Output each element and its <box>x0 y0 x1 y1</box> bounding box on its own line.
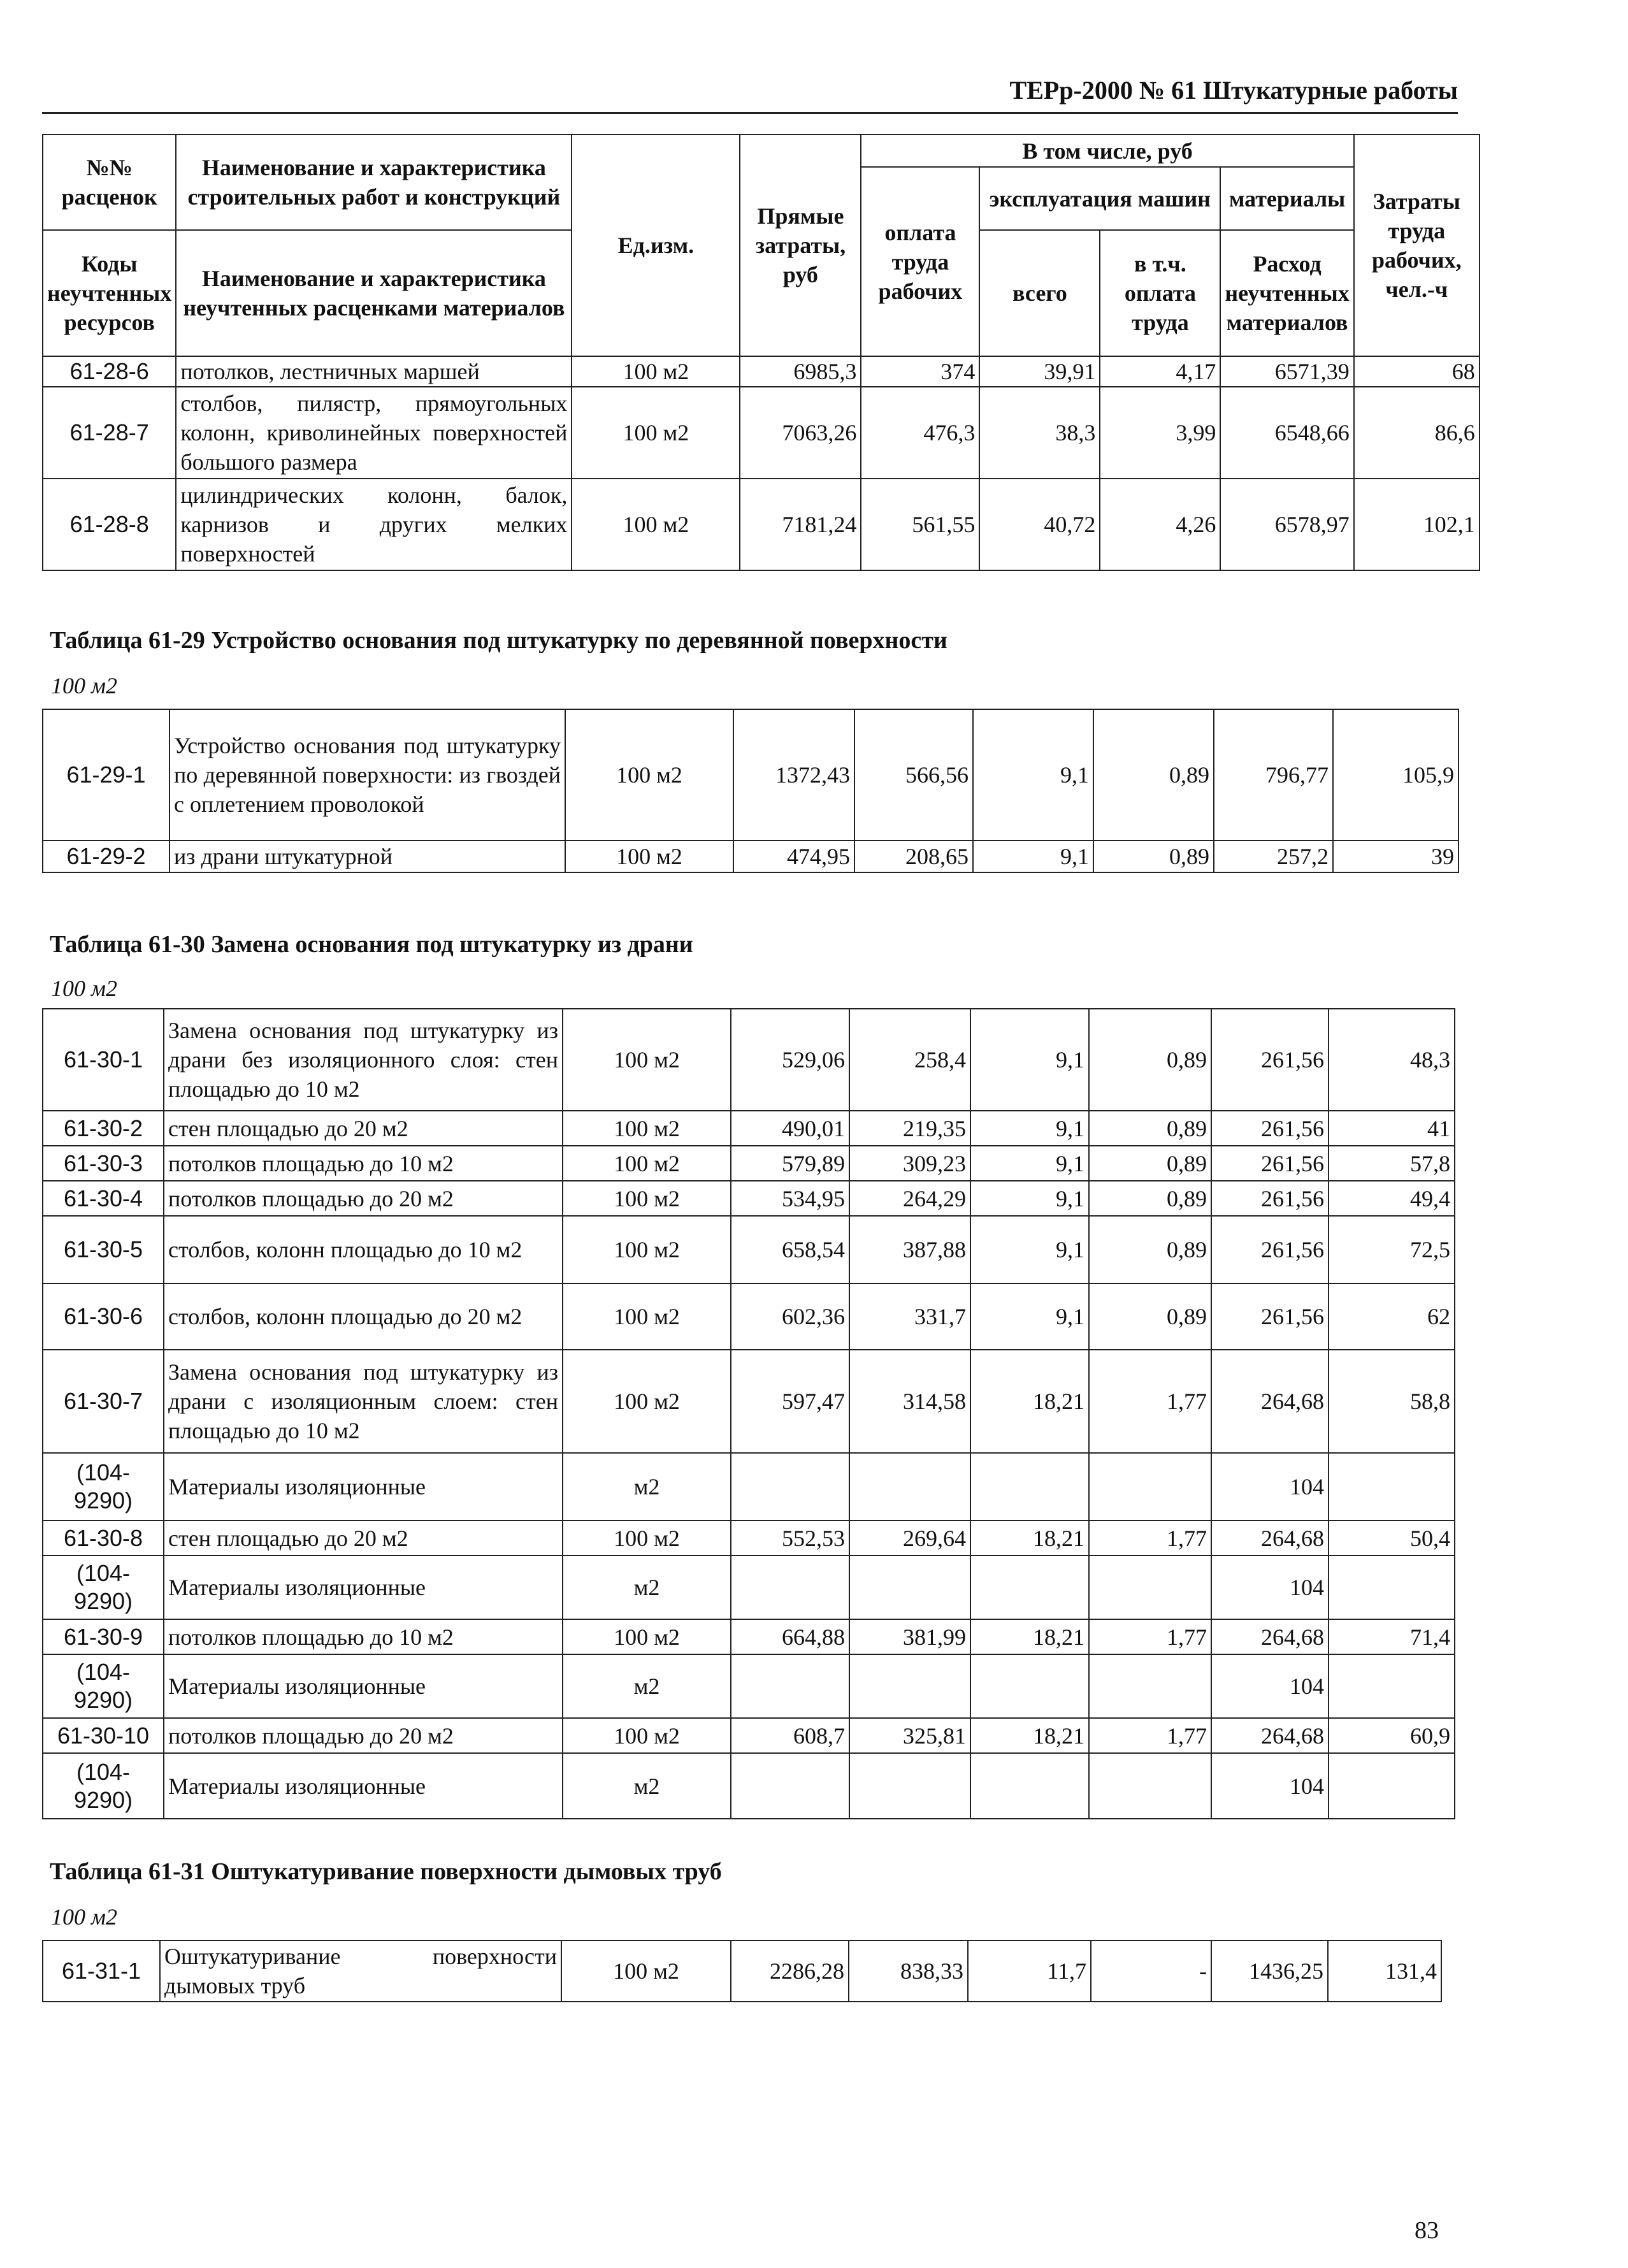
materials: 261,56 <box>1211 1009 1329 1111</box>
unit: 100 м2 <box>565 709 733 841</box>
direct-costs: 658,54 <box>731 1216 849 1283</box>
unit: м2 <box>563 1654 731 1718</box>
work-name: столбов, колонн площадью до 10 м2 <box>164 1216 563 1283</box>
work-name: цилиндрических колонн, балок, карнизов и других мелких поверхностей <box>176 479 572 570</box>
header-code: №№ расценок <box>43 134 176 230</box>
materials: 6578,97 <box>1220 479 1353 570</box>
machines-total: 11,7 <box>968 1940 1091 2002</box>
materials: 104 <box>1211 1556 1329 1619</box>
machines-total: 9,1 <box>973 841 1093 872</box>
direct-costs: 529,06 <box>731 1009 849 1111</box>
table-61-29-unit: 100 м2 <box>51 673 117 698</box>
wage: 208,65 <box>854 841 973 872</box>
machines-wage: - <box>1091 1940 1211 2002</box>
machines-total <box>970 1753 1089 1819</box>
direct-costs: 7181,24 <box>740 479 861 570</box>
labor: 49,4 <box>1329 1181 1455 1216</box>
wage: 309,23 <box>849 1146 970 1181</box>
table-61-30-unit: 100 м2 <box>51 976 117 1001</box>
labor: 131,4 <box>1328 1940 1441 2002</box>
rate-code: 61-30-10 <box>43 1718 164 1753</box>
unit: 100 м2 <box>563 1181 731 1216</box>
header-materials-unaccounted: Расход неучтенных материалов <box>1220 230 1353 356</box>
table-61-30-caption: Таблица 61-30 Замена основания под штукатурку из драни <box>50 931 693 958</box>
unit: 100 м2 <box>563 1146 731 1181</box>
table-row <box>43 1283 1455 1350</box>
wage: 331,7 <box>849 1283 970 1350</box>
rates-table-61-29 <box>42 709 1459 873</box>
material-name: Материалы изоляционные <box>164 1556 563 1619</box>
direct-costs <box>731 1654 849 1718</box>
labor <box>1329 1753 1455 1819</box>
header-name-materials: Наименование и характеристика неучтенных расценками материалов <box>176 230 572 356</box>
machines-wage <box>1089 1453 1211 1520</box>
unit: 100 м2 <box>565 841 733 872</box>
table-row <box>43 1940 1441 2002</box>
unit: 100 м2 <box>561 1940 731 2002</box>
unit: м2 <box>563 1453 731 1520</box>
header-machines-wage: в т.ч. оплата труда <box>1100 230 1220 356</box>
work-name: потолков, лестничных маршей <box>176 356 572 387</box>
header-name: Наименование и характеристика строительных работ и конструкций <box>176 134 572 230</box>
work-name: столбов, колонн площадью до 20 м2 <box>164 1283 563 1350</box>
wage: 258,4 <box>849 1009 970 1111</box>
rate-code: 61-29-1 <box>43 709 169 841</box>
machines-wage: 0,89 <box>1089 1216 1211 1283</box>
labor: 62 <box>1329 1283 1455 1350</box>
unit: 100 м2 <box>563 1619 731 1654</box>
table-row <box>43 1146 1455 1181</box>
direct-costs: 6985,3 <box>740 356 861 387</box>
unit: 100 м2 <box>572 387 740 479</box>
labor: 102,1 <box>1354 479 1480 570</box>
resource-code: (104-9290) <box>43 1654 164 1718</box>
direct-costs: 579,89 <box>731 1146 849 1181</box>
materials: 261,56 <box>1211 1146 1329 1181</box>
wage <box>849 1654 970 1718</box>
direct-costs: 597,47 <box>731 1350 849 1453</box>
rate-code: 61-30-5 <box>43 1216 164 1283</box>
direct-costs: 534,95 <box>731 1181 849 1216</box>
wage: 381,99 <box>849 1619 970 1654</box>
machines-wage: 0,89 <box>1089 1009 1211 1111</box>
machines-total: 18,21 <box>970 1520 1089 1556</box>
wage: 838,33 <box>849 1940 968 2002</box>
wage: 387,88 <box>849 1216 970 1283</box>
header-machines-total: всего <box>979 230 1100 356</box>
machines-wage <box>1089 1753 1211 1819</box>
rate-code: 61-28-7 <box>43 387 176 479</box>
table-row <box>43 1111 1455 1146</box>
table-row <box>43 1181 1455 1216</box>
materials: 257,2 <box>1214 841 1333 872</box>
direct-costs: 664,88 <box>731 1619 849 1654</box>
labor: 105,9 <box>1333 709 1459 841</box>
unit: 100 м2 <box>563 1283 731 1350</box>
materials: 264,68 <box>1211 1520 1329 1556</box>
labor <box>1329 1453 1455 1520</box>
wage <box>849 1556 970 1619</box>
machines-total: 18,21 <box>970 1350 1089 1453</box>
labor: 68 <box>1354 356 1480 387</box>
unit: 100 м2 <box>563 1111 731 1146</box>
labor <box>1329 1654 1455 1718</box>
resource-code: (104-9290) <box>43 1556 164 1619</box>
unit: 100 м2 <box>563 1009 731 1111</box>
labor: 71,4 <box>1329 1619 1455 1654</box>
materials: 1436,25 <box>1211 1940 1328 2002</box>
direct-costs: 7063,26 <box>740 387 861 479</box>
direct-costs: 1372,43 <box>733 709 854 841</box>
materials: 261,56 <box>1211 1111 1329 1146</box>
table-row <box>43 1350 1455 1453</box>
table-61-31-caption: Таблица 61-31 Оштукатуривание поверхности дымовых труб <box>50 1858 722 1885</box>
unit: м2 <box>563 1753 731 1819</box>
work-name: потолков площадью до 10 м2 <box>164 1619 563 1654</box>
table-row <box>43 1216 1455 1283</box>
materials: 264,68 <box>1211 1718 1329 1753</box>
machines-total: 9,1 <box>970 1146 1089 1181</box>
machines-total: 40,72 <box>979 479 1100 570</box>
machines-total: 9,1 <box>970 1181 1089 1216</box>
machines-wage <box>1089 1654 1211 1718</box>
work-name: стен площадью до 20 м2 <box>164 1520 563 1556</box>
direct-costs: 490,01 <box>731 1111 849 1146</box>
header-machines: эксплуатация машин <box>979 167 1220 230</box>
machines-wage: 3,99 <box>1100 387 1220 479</box>
machines-total: 18,21 <box>970 1619 1089 1654</box>
wage <box>849 1753 970 1819</box>
materials: 261,56 <box>1211 1283 1329 1350</box>
machines-wage <box>1089 1556 1211 1619</box>
rate-code: 61-30-1 <box>43 1009 164 1111</box>
header-code-resources: Коды неучтенных ресурсов <box>43 230 176 356</box>
wage: 314,58 <box>849 1350 970 1453</box>
material-name: Материалы изоляционные <box>164 1753 563 1819</box>
labor: 57,8 <box>1329 1146 1455 1181</box>
table-row <box>43 1453 1455 1520</box>
header-direct-costs: Прямые затраты, руб <box>740 134 861 356</box>
machines-total <box>970 1453 1089 1520</box>
table-row <box>43 1718 1455 1753</box>
work-name: потолков площадью до 10 м2 <box>164 1146 563 1181</box>
running-header: ТЕРр-2000 № 61 Штукатурные работы <box>1009 76 1458 105</box>
machines-wage: 0,89 <box>1089 1181 1211 1216</box>
unit: 100 м2 <box>563 1718 731 1753</box>
header-materials: материалы <box>1220 167 1353 230</box>
wage: 325,81 <box>849 1718 970 1753</box>
machines-total: 39,91 <box>979 356 1100 387</box>
machines-total: 9,1 <box>973 709 1093 841</box>
wage: 264,29 <box>849 1181 970 1216</box>
materials: 264,68 <box>1211 1619 1329 1654</box>
work-name: Устройство основания под штукатурку по деревянной поверхности: из гвоздей с оплетением проволокой <box>169 709 565 841</box>
machines-wage: 0,89 <box>1089 1283 1211 1350</box>
material-name: Материалы изоляционные <box>164 1654 563 1718</box>
direct-costs: 474,95 <box>733 841 854 872</box>
header-unit: Ед.изм. <box>572 134 740 356</box>
unit: 100 м2 <box>563 1216 731 1283</box>
materials: 6571,39 <box>1220 356 1353 387</box>
rate-code: 61-30-3 <box>43 1146 164 1181</box>
direct-costs <box>731 1453 849 1520</box>
labor: 58,8 <box>1329 1350 1455 1453</box>
table-row <box>43 841 1459 872</box>
table-header <box>43 134 1480 356</box>
materials: 264,68 <box>1211 1350 1329 1453</box>
table-row <box>43 709 1459 841</box>
wage: 219,35 <box>849 1111 970 1146</box>
labor: 39 <box>1333 841 1459 872</box>
materials: 104 <box>1211 1453 1329 1520</box>
table-61-28-body <box>43 356 1480 570</box>
machines-total: 9,1 <box>970 1283 1089 1350</box>
machines-wage: 0,89 <box>1093 841 1214 872</box>
rates-table-61-30 <box>42 1008 1455 1819</box>
table-row <box>43 1520 1455 1556</box>
unit: 100 м2 <box>572 479 740 570</box>
wage: 566,56 <box>854 709 973 841</box>
wage <box>849 1453 970 1520</box>
table-row <box>43 1556 1455 1619</box>
machines-wage: 0,89 <box>1089 1146 1211 1181</box>
machines-total <box>970 1556 1089 1619</box>
rate-code: 61-28-6 <box>43 356 176 387</box>
table-row <box>43 1753 1455 1819</box>
labor: 41 <box>1329 1111 1455 1146</box>
direct-costs <box>731 1556 849 1619</box>
work-name: из драни штукатурной <box>169 841 565 872</box>
rate-code: 61-30-8 <box>43 1520 164 1556</box>
direct-costs: 602,36 <box>731 1283 849 1350</box>
machines-total: 38,3 <box>979 387 1100 479</box>
rates-table-61-28 <box>42 134 1480 571</box>
wage: 476,3 <box>861 387 979 479</box>
table-row <box>43 479 1480 570</box>
rate-code: 61-30-6 <box>43 1283 164 1350</box>
materials: 261,56 <box>1211 1181 1329 1216</box>
table-row <box>43 1009 1455 1111</box>
resource-code: (104-9290) <box>43 1753 164 1819</box>
header-rule <box>42 112 1458 114</box>
machines-wage: 1,77 <box>1089 1718 1211 1753</box>
labor <box>1329 1556 1455 1619</box>
direct-costs: 552,53 <box>731 1520 849 1556</box>
header-including: В том числе, руб <box>861 134 1353 167</box>
work-name: потолков площадью до 20 м2 <box>164 1718 563 1753</box>
work-name: столбов, пилястр, прямоугольных колонн, криволинейных поверхностей большого размера <box>176 387 572 479</box>
rate-code: 61-30-7 <box>43 1350 164 1453</box>
table-row <box>43 1654 1455 1718</box>
work-name: Оштукатуривание поверхности дымовых труб <box>160 1940 561 2002</box>
labor: 60,9 <box>1329 1718 1455 1753</box>
labor: 86,6 <box>1354 387 1480 479</box>
direct-costs: 2286,28 <box>731 1940 849 2002</box>
table-61-31-unit: 100 м2 <box>51 1904 117 1930</box>
material-name: Материалы изоляционные <box>164 1453 563 1520</box>
labor: 48,3 <box>1329 1009 1455 1111</box>
machines-total: 9,1 <box>970 1216 1089 1283</box>
direct-costs <box>731 1753 849 1819</box>
rate-code: 61-29-2 <box>43 841 169 872</box>
work-name: потолков площадью до 20 м2 <box>164 1181 563 1216</box>
materials: 6548,66 <box>1220 387 1353 479</box>
machines-wage: 1,77 <box>1089 1520 1211 1556</box>
rate-code: 61-30-9 <box>43 1619 164 1654</box>
materials: 104 <box>1211 1654 1329 1718</box>
work-name: Замена основания под штукатурку из драни без изоляционного слоя: стен площадью до 10 м2 <box>164 1009 563 1111</box>
table-row <box>43 387 1480 479</box>
machines-total: 18,21 <box>970 1718 1089 1753</box>
table-row <box>43 1619 1455 1654</box>
unit: м2 <box>563 1556 731 1619</box>
header-labor: Затраты труда рабочих, чел.-ч <box>1354 134 1480 356</box>
materials: 796,77 <box>1214 709 1333 841</box>
labor: 72,5 <box>1329 1216 1455 1283</box>
direct-costs: 608,7 <box>731 1718 849 1753</box>
rate-code: 61-30-2 <box>43 1111 164 1146</box>
machines-wage: 0,89 <box>1089 1111 1211 1146</box>
machines-wage: 0,89 <box>1093 709 1214 841</box>
work-name: стен площадью до 20 м2 <box>164 1111 563 1146</box>
page-number: 83 <box>1415 2217 1439 2244</box>
machines-wage: 4,17 <box>1100 356 1220 387</box>
table-61-29-caption: Таблица 61-29 Устройство основания под штукатурку по деревянной поверхности <box>50 627 947 654</box>
machines-total: 9,1 <box>970 1111 1089 1146</box>
materials: 261,56 <box>1211 1216 1329 1283</box>
machines-wage: 4,26 <box>1100 479 1220 570</box>
rate-code: 61-30-4 <box>43 1181 164 1216</box>
work-name: Замена основания под штукатурку из драни с изоляционным слоем: стен площадью до 10 м2 <box>164 1350 563 1453</box>
wage: 374 <box>861 356 979 387</box>
header-wage: оплата труда рабочих <box>861 167 979 356</box>
rate-code: 61-31-1 <box>43 1940 160 2002</box>
materials: 104 <box>1211 1753 1329 1819</box>
machines-total <box>970 1654 1089 1718</box>
machines-wage: 1,77 <box>1089 1619 1211 1654</box>
machines-total: 9,1 <box>970 1009 1089 1111</box>
wage: 561,55 <box>861 479 979 570</box>
rates-table-61-31 <box>42 1940 1442 2002</box>
rate-code: 61-28-8 <box>43 479 176 570</box>
wage: 269,64 <box>849 1520 970 1556</box>
table-row <box>43 356 1480 387</box>
unit: 100 м2 <box>563 1350 731 1453</box>
unit: 100 м2 <box>572 356 740 387</box>
machines-wage: 1,77 <box>1089 1350 1211 1453</box>
resource-code: (104-9290) <box>43 1453 164 1520</box>
unit: 100 м2 <box>563 1520 731 1556</box>
labor: 50,4 <box>1329 1520 1455 1556</box>
